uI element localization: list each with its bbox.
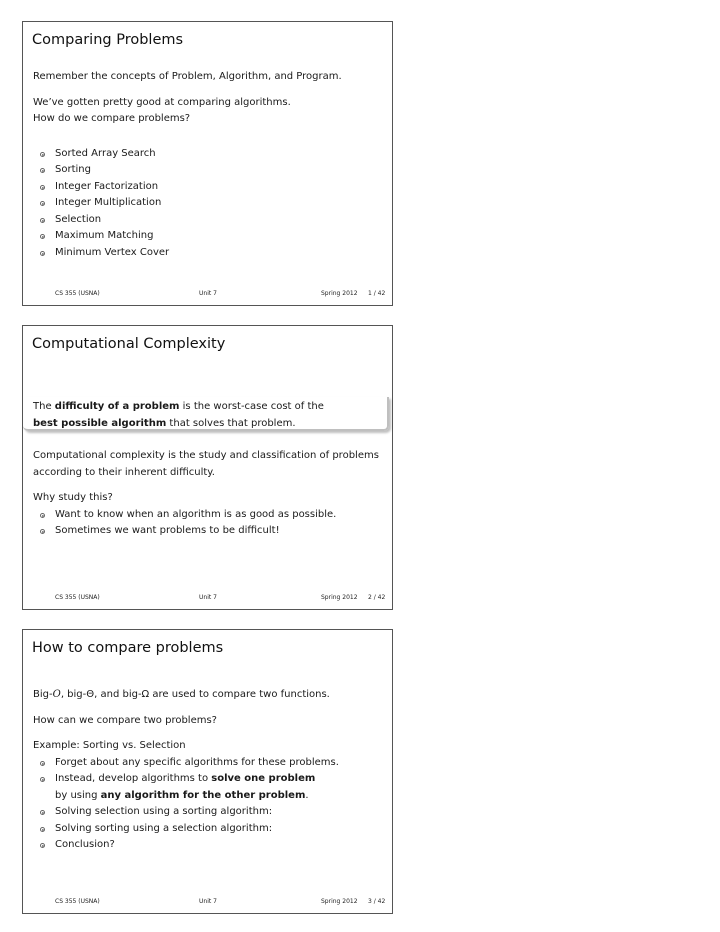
bullet-list (33, 755, 384, 854)
bullet-icon (40, 152, 45, 157)
slide-content (33, 69, 384, 261)
slide-content (33, 448, 384, 540)
bullet-icon (40, 201, 45, 206)
footer-page-number: 3 / 42 (368, 898, 386, 905)
bullet-icon (40, 185, 45, 190)
list-item: Forget about any specific algorithms for these problems. (33, 755, 384, 772)
paragraph: Computational complexity is the study and classification of problems (33, 450, 379, 461)
bullet-icon (40, 827, 45, 832)
list-item: Want to know when an algorithm is as good as possible. (33, 507, 384, 524)
bullet-icon (40, 777, 45, 782)
list-item: Sometimes we want problems to be difficult! (33, 523, 384, 540)
paragraph: according to their inherent difficulty. (33, 466, 215, 478)
list-item: Selection (33, 212, 384, 229)
slide-title: Comparing Problems (32, 32, 184, 48)
list-item: Conclusion? (33, 837, 384, 854)
footer-course: CS 355 (USNA) (55, 594, 100, 601)
list-item: Sorting (33, 162, 384, 179)
bullet-icon (40, 168, 45, 173)
footer-term: Spring 2012 (321, 594, 358, 601)
footer-page-number: 2 / 42 (368, 594, 386, 601)
bullet-list (33, 146, 384, 262)
footer-unit: Unit 7 (199, 898, 217, 905)
footer-term: Spring 2012 (321, 898, 358, 905)
footer-unit: Unit 7 (199, 290, 217, 297)
paragraph: Why study this? (33, 492, 113, 503)
definition-line-2: best possible algorithm that solves that problem. (33, 417, 296, 429)
slide-2 (22, 325, 393, 610)
footer-unit: Unit 7 (199, 594, 217, 601)
bullet-icon (40, 234, 45, 239)
slide-3 (22, 629, 393, 914)
list-item: Instead, develop algorithms to solve one problem by using any algorithm for the other problem. (33, 771, 384, 804)
list-item: Maximum Matching (33, 228, 384, 245)
slide-title: Computational Complexity (32, 336, 226, 352)
slide-content (33, 687, 384, 854)
footer-course: CS 355 (USNA) (55, 898, 100, 905)
paragraph: Remember the concepts of Problem, Algorithm, and Program. (33, 71, 342, 82)
slide-title: How to compare problems (32, 640, 224, 656)
definition-box (23, 397, 389, 431)
bullet-icon (40, 251, 45, 256)
bullet-icon (40, 218, 45, 223)
paragraph: How can we compare two problems? (33, 714, 217, 726)
paragraph: Example: Sorting vs. Selection (33, 740, 186, 751)
paragraph: How do we compare problems? (33, 113, 191, 124)
list-item: Integer Multiplication (33, 195, 384, 212)
list-item: Solving sorting using a selection algorithm: (33, 821, 384, 838)
paragraph: We’ve gotten pretty good at comparing algorithms. (33, 96, 291, 108)
bullet-icon (40, 761, 45, 766)
footer-term: Spring 2012 (321, 290, 358, 297)
list-item: Sorted Array Search (33, 146, 384, 163)
list-item: Solving selection using a sorting algorithm: (33, 804, 384, 821)
bullet-icon (40, 529, 45, 534)
list-item: Minimum Vertex Cover (33, 245, 384, 262)
bullet-icon (40, 810, 45, 815)
list-item: Integer Factorization (33, 179, 384, 196)
paragraph: Big-O, big-Θ, and big-Ω are used to compare two functions. (33, 689, 330, 700)
bullet-icon (40, 843, 45, 848)
slide-1 (22, 21, 393, 306)
bullet-list (33, 507, 384, 540)
bullet-icon (40, 513, 45, 518)
definition-line-1: The difficulty of a problem is the worst-case cost of the (33, 401, 324, 412)
footer-course: CS 355 (USNA) (55, 290, 100, 297)
footer-page-number: 1 / 42 (368, 290, 386, 297)
